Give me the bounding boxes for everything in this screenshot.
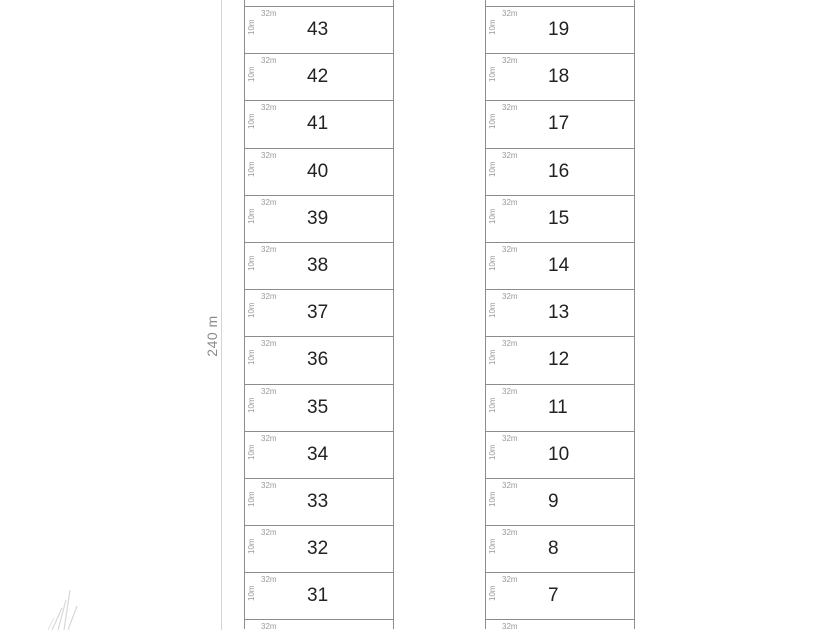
lot-width-label: 32m [261, 103, 277, 113]
lot-width-label: 32m [261, 56, 277, 66]
dimension-label: 240 m [204, 315, 220, 357]
lot-number: 33 [307, 490, 329, 512]
lot-number: 8 [548, 538, 559, 560]
lot-number: 37 [307, 302, 329, 324]
lot-19 [485, 6, 635, 53]
lot-depth-label: 10m [488, 208, 497, 224]
lot-width-label: 32m [261, 150, 277, 160]
lot-number: 41 [307, 113, 329, 135]
lot-39 [244, 195, 394, 242]
grass-icon [44, 588, 94, 630]
lot-depth-label: 10m [247, 66, 256, 83]
lot-34 [244, 431, 394, 478]
lot-36 [244, 336, 394, 383]
lot-width-label: 32m [502, 9, 518, 18]
lot-width-label: 32m [502, 575, 518, 585]
lot-number: 40 [307, 160, 329, 182]
lot-depth-label: 10m [247, 538, 256, 555]
lot-12 [485, 336, 635, 383]
lot-16 [485, 148, 635, 195]
lot-width-label: 32m [261, 292, 277, 302]
lot-number: 12 [548, 349, 570, 371]
lot-width-label: 32m [502, 56, 518, 66]
lot-width-label: 32m [261, 339, 277, 349]
lot-depth-label: 10m [247, 19, 256, 35]
lot-13 [485, 289, 635, 336]
lot-depth-label: 10m [488, 255, 497, 271]
lot-depth-label: 10m [247, 585, 256, 602]
lot-depth-label: 10m [488, 538, 497, 555]
lot-depth-label: 10m [488, 396, 497, 413]
lot-width-label: 32m [502, 103, 518, 113]
lot-14 [485, 242, 635, 289]
lot-depth-label: 10m [247, 113, 256, 130]
lot-depth-label: 10m [247, 302, 256, 319]
lot-17 [485, 100, 635, 147]
lot-width-label: 32m [261, 528, 277, 538]
lot-38 [244, 242, 394, 289]
lot-depth-label: 10m [247, 255, 256, 271]
lot-37 [244, 289, 394, 336]
lot-43 [244, 6, 394, 53]
dimension-line [221, 0, 222, 630]
lot-width-label: 32m [261, 386, 277, 396]
lot-number: 35 [307, 396, 329, 418]
lot-number: 38 [307, 255, 329, 277]
lot-width-label: 32m [502, 197, 518, 207]
lot-10 [485, 431, 635, 478]
lot-33 [244, 478, 394, 525]
lot-width-label: 32m [502, 528, 518, 538]
lot-number: 36 [307, 349, 329, 371]
lot-depth-label: 10m [488, 349, 497, 366]
lot-width-label: 32m [261, 622, 277, 631]
lot-depth-label: 10m [488, 302, 497, 319]
lot-width-label: 32m [502, 433, 518, 443]
lot-width-label: 32m [261, 244, 277, 254]
lot-40 [244, 148, 394, 195]
lot-width-label: 32m [502, 622, 518, 631]
lot-width-label: 32m [261, 480, 277, 490]
lot-width-label: 32m [502, 292, 518, 302]
lot-number: 13 [548, 302, 570, 324]
lot-18 [485, 53, 635, 100]
lot-7 [485, 572, 635, 619]
lot-column-left [244, 6, 394, 629]
lot-width-label: 32m [502, 244, 518, 254]
lot-number: 18 [548, 66, 570, 88]
lot-depth-label: 10m [488, 585, 497, 602]
lot-number: 39 [307, 207, 329, 229]
lot-depth-label: 10m [488, 444, 497, 460]
lot-number: 15 [548, 207, 570, 229]
lot-depth-label: 10m [488, 491, 497, 507]
lot-width-label: 32m [261, 9, 277, 18]
lot-width-label: 32m [502, 339, 518, 349]
lot-depth-label: 10m [488, 161, 497, 177]
lot-depth-label: 10m [247, 208, 256, 224]
lot-depth-label: 10m [488, 19, 497, 35]
lot-width-label: 32m [502, 480, 518, 490]
lot-9 [485, 478, 635, 525]
lot-number: 17 [548, 113, 570, 135]
lot-depth-label: 10m [488, 66, 497, 83]
lot-partial [485, 619, 635, 629]
lot-number: 9 [548, 490, 559, 512]
lot-41 [244, 100, 394, 147]
lot-number: 11 [548, 396, 568, 418]
lot-15 [485, 195, 635, 242]
lot-number: 43 [307, 19, 329, 41]
lot-depth-label: 10m [247, 444, 256, 460]
lot-number: 10 [548, 443, 570, 465]
lot-35 [244, 384, 394, 431]
lot-partial [244, 619, 394, 629]
lot-number: 16 [548, 160, 570, 182]
lot-depth-label: 10m [247, 491, 256, 507]
lot-depth-label: 10m [488, 113, 497, 130]
lot-42 [244, 53, 394, 100]
lot-number: 19 [548, 19, 570, 41]
lot-width-label: 32m [502, 150, 518, 160]
lot-depth-label: 10m [247, 349, 256, 366]
lot-32 [244, 525, 394, 572]
lot-width-label: 32m [261, 433, 277, 443]
lot-number: 14 [548, 255, 570, 277]
lot-31 [244, 572, 394, 619]
lot-width-label: 32m [502, 386, 518, 396]
lot-width-label: 32m [261, 575, 277, 585]
lot-number: 34 [307, 443, 329, 465]
lot-depth-label: 10m [247, 396, 256, 413]
lot-8 [485, 525, 635, 572]
lot-width-label: 32m [261, 197, 277, 207]
lot-number: 42 [307, 66, 329, 88]
lot-number: 7 [548, 585, 559, 607]
lot-number: 32 [307, 538, 329, 560]
lot-number: 31 [307, 585, 329, 607]
lot-column-right [485, 6, 635, 629]
lot-depth-label: 10m [247, 161, 256, 177]
lot-11 [485, 384, 635, 431]
